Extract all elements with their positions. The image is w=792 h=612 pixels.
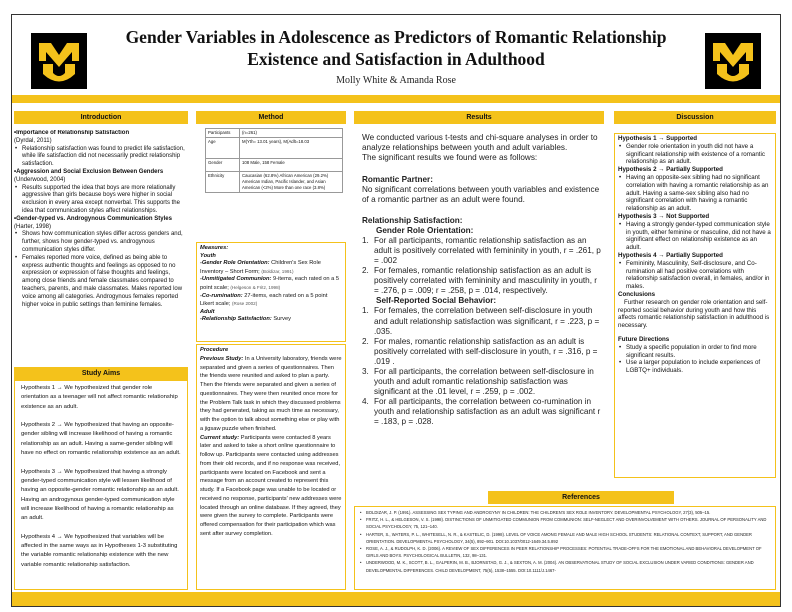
conclusions-text: Further research on gender role orientation and self-reported social behavior during youth and how this affects romantic relationship satisfaction in adulthood is necessary. bbox=[618, 298, 770, 330]
results-intro-2: The significant results we found were as follows: bbox=[362, 153, 538, 163]
intro-s3-title: •Gender-typed vs. Androgynous Communication Styles bbox=[14, 215, 172, 222]
aim-hypothesis-3: Hypothesis 3 → We hypothesized that having a strongly gender-typed communication style will lessen likelihood of having an opposite-gender romantic relationship as an adult. Having an androgynous gender-typed communication style will increase likelihood of having a romantic relationship as an adult. bbox=[21, 468, 179, 522]
intro-s3-bullet-2: • Females reported more voice, defined as being able to express authentic thoughts and feelings as opposed to no expression or expression of false thoughts and feelings, among close friends and female classmates compared to teachers, parents, and male classmates. Males reported low voice among all categories. Androgynous females reported higher voice in public settings than feminine females. bbox=[14, 255, 188, 310]
measure-unmitigated-communion: -Unmitigated Communion: 9-items, each rated on a 5 point scale; (Helgeson & Fritz, 1998) bbox=[200, 276, 340, 291]
results-sd-item-1: 1. For females, the correlation between self-disclosure in youth and adult relationship satisfaction was significant, r = .223, p = .035. bbox=[362, 306, 604, 336]
mizzou-logo-right bbox=[705, 33, 761, 89]
conclusions-title: Conclusions bbox=[618, 290, 656, 298]
intro-s1-cite: (Dyrdal, 2011) bbox=[14, 137, 52, 144]
table-row bbox=[206, 172, 343, 193]
procedure-current-study: Current study: Participants were contacted 8 years later and asked to take a short online questionnaire to follow up. Participants were contacted using addresses from their old records, and if no response was received, participants were located on Facebook and sent a message from an account created to represent this study. If a Facebook page was unable to be located or received no response, participants' new addresses were located through an online database. If they agreed, they were given the survey to complete. Participants were offered compensation for their participation which was sent after survey completion. bbox=[200, 434, 342, 537]
future-directions-title: Future Directions bbox=[618, 335, 670, 343]
intro-s3-cite: (Harter, 1998) bbox=[14, 223, 52, 230]
aim-hypothesis-1: Hypothesis 1 → We hypothesized that gender role orientation as a teenager will not affect romantic relationship existence as an adult. bbox=[21, 385, 178, 410]
reference-item: • BOLDIZAR, J. P. (1991). ASSESSING SEX TYPING AND ANDROGYNY IN CHILDREN: THE CHILDREN'S SEX ROLE INVENTORY. DEVELOPMENTAL PSYCHOLOGY, 27(3), 505–15. bbox=[359, 509, 771, 516]
measure-gender-role: -Gender Role Orientation: Children's Sex Role Inventory – Short Form; (Boldizar, 1991) bbox=[200, 260, 321, 275]
procedure-box bbox=[196, 344, 346, 590]
table-cell-value: Caucasian (62.8%) African American (29.2%) American Indian, Pacific Islander, and Asian American (<2%) More than one race (3.8%) bbox=[240, 172, 343, 193]
measures-box bbox=[196, 242, 346, 342]
future-bullet-2: • Use a larger population to include experiences of LGBTQ+ individuals. bbox=[618, 359, 772, 375]
table-cell-label: Gender bbox=[206, 159, 240, 172]
discussion-h3-bullet: • Having a strongly gender-typed communication style in youth, either feminine or masculine, did not have a significant effect on relationship existence as an adult. bbox=[618, 221, 772, 252]
method-header: Method bbox=[196, 111, 346, 124]
participants-table-wrap bbox=[205, 128, 343, 238]
intro-s3-bullet-1: • Shows how communication styles differ across genders and, further, shows how gender-typed vs. androgynous communication styles differ. bbox=[14, 231, 188, 254]
header-divider bbox=[12, 95, 780, 103]
intro-s2-bullet: • Results supported the idea that boys are more relationally aggressive than girls because boys were higher in social exclusion in every area except nonverbal. This supports the idea that communication styles affect relationships. bbox=[14, 185, 188, 216]
intro-s2-cite: (Underwood, 2004) bbox=[14, 176, 66, 183]
table-cell-label: Participants bbox=[206, 129, 240, 138]
discussion-box bbox=[614, 133, 776, 478]
discussion-h1-bullet: • Gender role orientation in youth did not have a significant relationship with existence of a romantic relationship as an adult. bbox=[618, 143, 772, 166]
reference-item: • ROSE, A. J., & RUDOLPH, K. D. (2006). A REVIEW OF SEX DIFFERENCES IN PEER RELATIONSHIP PROCESSES: POTENTIAL TRADE-OFFS FOR THE EMOTIONAL AND BEHAVIORAL DEVELOPMENT OF GIRLS AND BOYS. PSYCHOLOGICAL BULLETIN, 132, 98–131. bbox=[359, 545, 771, 559]
discussion-h2-title: Hypothesis 2 → Partially Supported bbox=[618, 166, 723, 174]
introduction-section bbox=[14, 130, 188, 362]
results-partner-text: No significant correlations between youth variables and existence of a romantic partner as an adult were found. bbox=[362, 185, 600, 205]
results-header: Results bbox=[354, 111, 604, 124]
references-header: References bbox=[488, 491, 674, 504]
results-gro-item-1: 1. For all participants, romantic relationship satisfaction as an adult is positively correlated with femininity in youth, r = .261, p = .002 bbox=[362, 236, 604, 266]
results-gro-item-2: 2. For females, romantic relationship satisfaction as an adult is positively correlated with femininity and masculinity in youth, r = .276, p = .009; r = .258, p = .014, respectively. bbox=[362, 266, 604, 296]
table-cell-label: Ethnicity bbox=[206, 172, 240, 193]
results-satisfaction-title: Relationship Satisfaction: bbox=[362, 215, 463, 225]
discussion-h2-bullet: • Having an opposite-sex sibling had no significant correlation with having a romantic relationship as an adult. Having a same-sex sibling also had no significant correlation with having a romantic relationship as an adult. bbox=[618, 174, 772, 213]
study-aims-box bbox=[14, 380, 188, 590]
participants-table bbox=[205, 128, 343, 193]
measure-relationship-satisfaction: -Relationship Satisfaction: Survey bbox=[200, 316, 292, 323]
reference-item: • FRITZ, H. L., & HELGESON, V. S. (1998). DISTINCTIONS OF UNMITIGATED COMMUNION FROM COMMUNION: SELF-NEGLECT AND OVERINVOLVEMENT WITH OTHERS. JOURNAL OF PERSONALITY AND SOCIAL PSYCHOLOGY, 75, 121–140. bbox=[359, 516, 771, 530]
references-box bbox=[354, 506, 776, 590]
intro-s1-bullet: • Relationship satisfaction was found to predict life satisfaction, while life satisfaction did not necessarily predict relationship satisfaction. bbox=[14, 146, 188, 169]
table-row bbox=[206, 138, 343, 159]
aim-hypothesis-4: Hypothesis 4 → We hypothesized that variables will be affected in the same ways as in Hypotheses 1-3 substituting the variable romantic relationship existence with the new variable romantic relationship satisfaction. bbox=[21, 533, 178, 568]
procedure-previous-study: Previous Study: In a University laboratory, friends were separated and given a series of questionnaires. Then the friends were reunited and asked to plan a party. Then the friends were separated and given a series of questionnaires. They were then reunited once more for the Problem Talk task in which they discussed problems they had generated, taking as much time as necessary, with the option to talk about something else or play with a jigsaw puzzle when finished. bbox=[200, 355, 342, 432]
results-partner-title: Romantic Partner: bbox=[362, 175, 433, 185]
table-cell-value: M(Yth= 13.01 years), M(Adlt=18.03 bbox=[240, 138, 343, 159]
discussion-h4-bullet: • Femininity, Masculinity, Self-disclosure, and Co-rumination all had positive correlations with relationship satisfaction overall, in females, and/or in males. bbox=[618, 260, 772, 291]
poster-title-line1: Gender Variables in Adolescence as Predictors of Romantic Relationship bbox=[125, 27, 667, 47]
results-sd-item-2: 2. For males, romantic relationship satisfaction as an adult is positively correlated with self-disclosure in youth, r = .316, p = .019 . bbox=[362, 337, 604, 367]
results-sd-item-4: 4. For all participants, the correlation between co-rumination in youth and relationship satisfaction as an adult was significant r = .183, p = .028. bbox=[362, 397, 604, 427]
results-sd-title: Self-Reported Social Behavior: bbox=[376, 296, 497, 306]
table-cell-value: (n=261) bbox=[240, 129, 343, 138]
discussion-h1-title: Hypothesis 1 → Supported bbox=[618, 135, 698, 142]
introduction-header: Introduction bbox=[14, 111, 188, 124]
discussion-h4-title: Hypothesis 4 → Partially Supported bbox=[618, 251, 723, 259]
procedure-title: Procedure bbox=[200, 347, 229, 353]
measures-youth-title: Youth bbox=[200, 252, 216, 259]
discussion-header: Discussion bbox=[614, 111, 776, 124]
measure-co-rumination: -Co-rumination: 27-items, each rated on a 5 point Likert scale; (Rose 2002) bbox=[200, 292, 328, 308]
table-row bbox=[206, 129, 343, 138]
table-cell-value: 108 Male, 158 Female bbox=[240, 159, 343, 172]
results-intro-1: We conducted various t-tests and chi-square analyses in order to analyze relationships between youth and adult variables. bbox=[362, 133, 598, 153]
aim-hypothesis-2: Hypothesis 2 → We hypothesized that having an opposite-gender sibling will increase likelihood of having a romantic relationship as an adult. Having a same-gender sibling will have no effect on romantic relationship existence as an adult. bbox=[21, 422, 181, 457]
reference-item: • HARTER, S., WATERS, P. L., WHITESELL, N. R., & KASTELIC, D. (1998). LEVEL OF VOICE AMONG FEMALE AND MALE HIGH SCHOOL STUDENTS: RELATIONAL CONTEXT, SUPPORT, AND GENDER ORIENTATION. DEVELOPMENTAL PSYCHOLOGY, 34(5), 892–901. DOI:10.1037/0012-1649.34.5.892 bbox=[359, 531, 771, 545]
reference-item: • UNDERWOOD, M. K., SCOTT, B. L., GALPERIN, M. B., BJORNSTAD, G. J., & SEXTON, A. M. (2004). AN OBSERVATIONAL STUDY OF SOCIAL EXCLUSION UNDER VARIED CONDITIONS: GENDER AND DEVELOPMENTAL DIFFERENCES. CHILD DEVELOPMENT, 75(5), 1538–1555. DOI:10.1111/J.1467- bbox=[359, 559, 771, 573]
intro-s1-title: •Importance of Relationship Satisfaction bbox=[14, 130, 130, 136]
intro-s2-title: •Aggression and Social Exclusion Between Genders bbox=[14, 168, 164, 175]
measures-title: Measures: bbox=[200, 245, 229, 251]
footer-band bbox=[12, 592, 780, 606]
mizzou-logo-left bbox=[31, 33, 87, 89]
table-row bbox=[206, 159, 343, 172]
future-bullet-1: • Study a specific population in order to find more significant results. bbox=[618, 344, 772, 360]
tiger-logo-icon bbox=[31, 33, 87, 89]
measures-adult-title: Adult bbox=[200, 308, 215, 315]
results-gro-title: Gender Role Orientation: bbox=[376, 225, 474, 235]
tiger-logo-icon bbox=[705, 33, 761, 89]
study-aims-header: Study Aims bbox=[14, 367, 188, 380]
discussion-h3-title: Hypothesis 3 → Not Supported bbox=[618, 212, 710, 220]
poster-title bbox=[100, 26, 692, 70]
authors: Molly White & Amanda Rose bbox=[336, 75, 456, 86]
results-sd-item-3: 3. For all participants, the correlation between self-disclosure in youth and adult romantic relationship satisfaction was significant at the .01 level, r = .259, p = .002. bbox=[362, 367, 604, 397]
table-cell-label: Age bbox=[206, 138, 240, 159]
results-section bbox=[362, 133, 604, 491]
poster-title-line2: Existence and Satisfaction in Adulthood bbox=[247, 49, 545, 69]
